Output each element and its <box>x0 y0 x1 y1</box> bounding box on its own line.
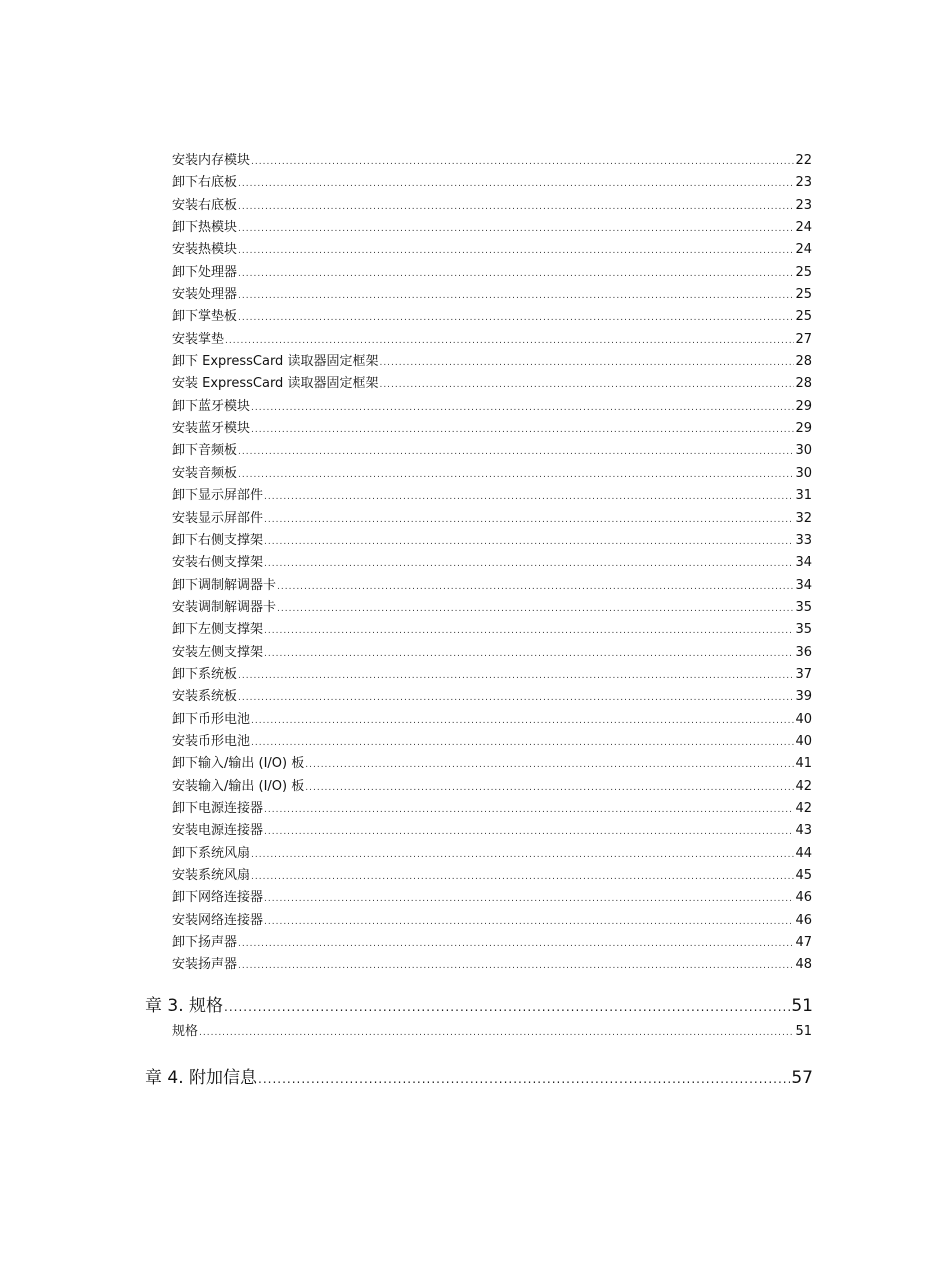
toc-entry[interactable] <box>172 731 812 753</box>
dot-leader <box>277 576 794 598</box>
toc-entry-title: 卸下左侧支撑架 <box>172 622 264 638</box>
toc-entries-chapter-3 <box>0 1021 950 1043</box>
toc-entry-page-number: 40 <box>795 733 812 749</box>
dot-leader <box>199 1022 794 1044</box>
toc-entry-title: 安装右底板 <box>172 197 238 213</box>
toc-entry-title: 安装显示屏部件 <box>172 510 264 526</box>
toc-entry-page-number: 40 <box>795 711 812 727</box>
toc-entry-page-number: 35 <box>795 599 812 615</box>
toc-entry[interactable] <box>172 820 812 842</box>
dot-leader <box>264 643 794 665</box>
toc-entry-title: 安装网络连接器 <box>172 912 264 928</box>
chapter-title: 章 3. 规格 <box>145 995 224 1016</box>
toc-entry-title: 安装电源连接器 <box>172 823 264 839</box>
dot-leader <box>251 397 794 419</box>
dot-leader <box>264 553 794 575</box>
dot-leader <box>264 911 794 933</box>
dot-leader <box>251 844 794 866</box>
toc-entry-page-number: 27 <box>795 331 812 347</box>
toc-entry[interactable] <box>172 887 812 909</box>
toc-entry[interactable] <box>172 932 812 954</box>
toc-entry-title: 卸下币形电池 <box>172 711 251 727</box>
dot-leader <box>238 285 794 307</box>
toc-entry[interactable] <box>172 306 812 328</box>
toc-entry-title: 安装扬声器 <box>172 957 238 973</box>
toc-entry-page-number: 34 <box>795 577 812 593</box>
toc-entry[interactable] <box>172 575 812 597</box>
toc-entry[interactable] <box>172 329 812 351</box>
toc-entry-title: 规格 <box>172 1023 199 1039</box>
dot-leader <box>251 732 794 754</box>
toc-entry-page-number: 45 <box>795 868 812 883</box>
toc-entry-title: 安装内存模块 <box>172 153 251 168</box>
toc-entry-page-number: 32 <box>795 510 812 526</box>
dot-leader <box>238 307 794 329</box>
toc-entry-title: 安装调制解调器卡 <box>172 599 277 615</box>
toc-entry-page-number: 42 <box>795 778 812 794</box>
toc-entry-title: 卸下 ExpressCard 读取器固定框架 <box>172 354 379 370</box>
dot-leader <box>251 710 794 732</box>
dot-leader <box>379 352 794 374</box>
toc-entry-page-number: 28 <box>795 376 812 392</box>
toc-entry-page-number: 34 <box>795 555 812 571</box>
toc-entry[interactable] <box>172 709 812 731</box>
toc-entry[interactable] <box>172 485 812 507</box>
toc-entry[interactable] <box>172 619 812 641</box>
toc-entry[interactable] <box>172 463 812 485</box>
toc-entries-chapter-2 <box>0 150 950 977</box>
toc-entry-page-number: 25 <box>795 264 812 280</box>
toc-entry-page-number: 44 <box>795 845 812 861</box>
toc-entry-page-number: 25 <box>795 309 812 325</box>
toc-entry[interactable] <box>172 798 812 820</box>
toc-entry-title: 卸下掌垫板 <box>172 309 238 325</box>
toc-entry-page-number: 36 <box>795 644 812 660</box>
toc-entry-page-number: 41 <box>795 756 812 772</box>
dot-leader <box>277 598 794 620</box>
toc-entry[interactable] <box>172 954 812 976</box>
toc-entry[interactable] <box>172 262 812 284</box>
toc-entry[interactable] <box>172 865 812 887</box>
toc-entry[interactable] <box>172 351 812 373</box>
toc-entry-page-number: 46 <box>795 890 812 906</box>
toc-entry-page-number: 30 <box>795 443 812 459</box>
dot-leader <box>264 620 794 642</box>
dot-leader <box>264 486 794 508</box>
dot-leader <box>264 888 794 910</box>
toc-entry[interactable] <box>172 664 812 686</box>
toc-entry-page-number: 43 <box>795 823 812 839</box>
dot-leader <box>238 218 794 240</box>
dot-leader <box>305 777 794 799</box>
toc-entry-title: 卸下显示屏部件 <box>172 488 264 504</box>
toc-entry-title: 安装蓝牙模块 <box>172 421 251 437</box>
toc-entry[interactable] <box>172 642 812 664</box>
toc-entry-title: 安装音频板 <box>172 465 238 481</box>
dot-leader <box>264 531 794 553</box>
toc-entry-page-number: 29 <box>795 421 812 437</box>
toc-entry[interactable] <box>172 440 812 462</box>
dot-leader <box>258 1064 790 1094</box>
toc-entry-page-number: 31 <box>795 488 812 504</box>
dot-leader <box>238 240 794 262</box>
toc-entry-title: 安装系统板 <box>172 689 238 705</box>
toc-entry[interactable] <box>172 195 812 217</box>
table-of-contents <box>0 150 950 1093</box>
toc-entry[interactable] <box>172 1021 812 1043</box>
toc-entry[interactable] <box>172 508 812 530</box>
toc-entry[interactable] <box>172 418 812 440</box>
toc-entry-title: 安装 ExpressCard 读取器固定框架 <box>172 376 379 392</box>
chapter-page-number: 57 <box>791 1068 813 1089</box>
toc-entry-page-number: 39 <box>795 689 812 705</box>
dot-leader <box>238 687 794 709</box>
toc-entry[interactable] <box>172 597 812 619</box>
toc-chapter-4[interactable] <box>145 1063 813 1093</box>
toc-entry-title: 安装掌垫 <box>172 331 225 347</box>
dot-leader <box>305 754 794 776</box>
dot-leader <box>379 374 794 396</box>
toc-entry-page-number: 30 <box>795 465 812 481</box>
toc-entry[interactable] <box>172 686 812 708</box>
dot-leader <box>225 330 794 352</box>
chapter-page-number: 51 <box>791 995 813 1016</box>
toc-entry-page-number: 23 <box>795 175 812 191</box>
toc-entry-page-number: 46 <box>795 912 812 928</box>
toc-entry-title: 安装处理器 <box>172 287 238 303</box>
toc-entry[interactable] <box>172 284 812 306</box>
toc-entry-title: 卸下系统风扇 <box>172 845 251 861</box>
toc-entry-title: 卸下输入/输出 (I/O) 板 <box>172 756 305 772</box>
toc-entry[interactable] <box>172 910 812 932</box>
toc-entry-title: 卸下系统板 <box>172 666 238 682</box>
toc-entry-page-number: 24 <box>795 242 812 258</box>
toc-entry[interactable] <box>172 373 812 395</box>
toc-entry-page-number: 47 <box>795 935 812 951</box>
toc-entry-title: 安装币形电池 <box>172 733 251 749</box>
toc-entry-page-number: 37 <box>795 666 812 682</box>
dot-leader <box>238 665 794 687</box>
toc-entry[interactable] <box>172 150 812 172</box>
toc-entry-title: 安装输入/输出 (I/O) 板 <box>172 778 305 794</box>
toc-entry[interactable] <box>172 396 812 418</box>
toc-entry-title: 卸下蓝牙模块 <box>172 398 251 414</box>
toc-entry[interactable] <box>172 843 812 865</box>
dot-leader <box>238 933 794 955</box>
toc-entry-title: 卸下处理器 <box>172 264 238 280</box>
toc-entry-title: 卸下热模块 <box>172 220 238 236</box>
dot-leader <box>238 196 794 218</box>
toc-entry[interactable] <box>172 776 812 798</box>
toc-entry[interactable] <box>172 552 812 574</box>
toc-entry-page-number: 51 <box>795 1023 812 1039</box>
dot-leader <box>264 821 794 843</box>
dot-leader <box>264 799 794 821</box>
dot-leader <box>238 441 794 463</box>
chapter-title: 章 4. 附加信息 <box>145 1068 258 1089</box>
toc-entry-title: 安装系统风扇 <box>172 868 251 883</box>
dot-leader <box>251 151 794 173</box>
toc-entry[interactable] <box>172 753 812 775</box>
toc-entry-title: 卸下电源连接器 <box>172 800 264 816</box>
toc-entry-page-number: 24 <box>795 220 812 236</box>
dot-leader <box>251 419 794 441</box>
toc-entry[interactable] <box>172 172 812 194</box>
toc-entry-title: 安装热模块 <box>172 242 238 258</box>
dot-leader <box>238 955 794 977</box>
toc-entry-title: 卸下右侧支撑架 <box>172 532 264 548</box>
toc-entry-page-number: 33 <box>795 532 812 548</box>
toc-entry-page-number: 42 <box>795 800 812 816</box>
toc-entry-title: 卸下音频板 <box>172 443 238 459</box>
dot-leader <box>224 992 790 1022</box>
toc-entry-page-number: 25 <box>795 287 812 303</box>
toc-entry-title: 安装左侧支撑架 <box>172 644 264 660</box>
toc-entry[interactable] <box>172 239 812 261</box>
toc-entry-page-number: 29 <box>795 398 812 414</box>
toc-entry-page-number: 28 <box>795 354 812 370</box>
toc-entry[interactable] <box>172 217 812 239</box>
dot-leader <box>238 464 794 486</box>
toc-chapter-3[interactable] <box>145 991 813 1021</box>
toc-entry-title: 卸下右底板 <box>172 175 238 191</box>
toc-entry-title: 安装右侧支撑架 <box>172 555 264 571</box>
toc-entry[interactable] <box>172 530 812 552</box>
dot-leader <box>238 173 794 195</box>
toc-entry-page-number: 22 <box>795 153 812 168</box>
dot-leader <box>264 509 794 531</box>
toc-entry-title: 卸下调制解调器卡 <box>172 577 277 593</box>
dot-leader <box>238 263 794 285</box>
toc-entry-page-number: 35 <box>795 622 812 638</box>
toc-entry-title: 卸下网络连接器 <box>172 890 264 906</box>
toc-entry-page-number: 23 <box>795 197 812 213</box>
toc-entry-page-number: 48 <box>795 957 812 973</box>
dot-leader <box>251 866 794 888</box>
toc-entry-title: 卸下扬声器 <box>172 935 238 951</box>
